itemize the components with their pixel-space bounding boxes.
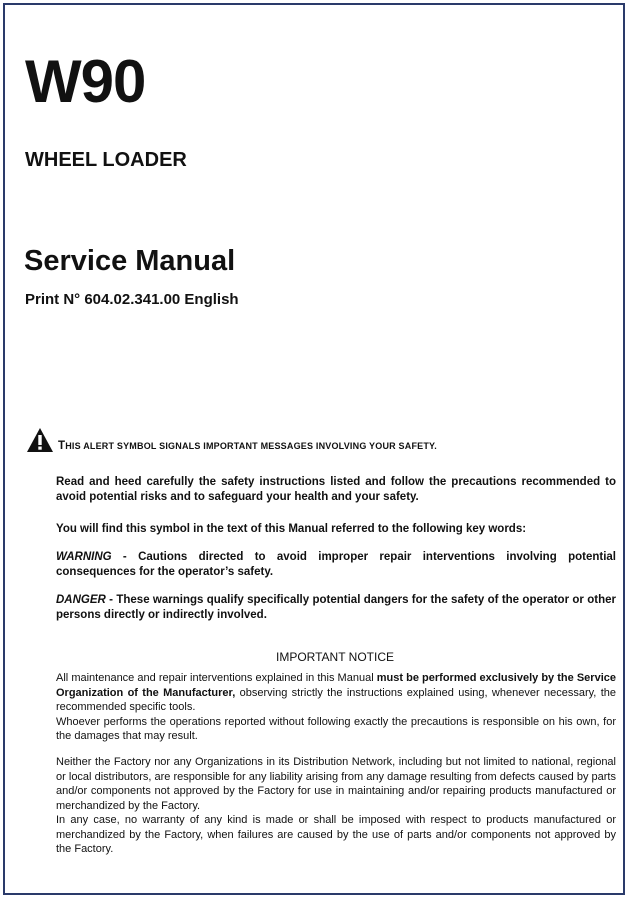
notice-paragraph-1: All maintenance and repair interventions explained in this Manual must be performed exclusively by the Service Organization of the Manufacturer, observing strictly the instructions explained using, whenever necessary, the recommended specific tools. Whoever performs the operations reported without following exactly the precautions is responsible on his own, for the damages that may result. bbox=[56, 672, 616, 742]
notice-title: IMPORTANT NOTICE bbox=[275, 650, 394, 664]
warning-definition: WARNING - Cautions directed to avoid improper repair interventions involving potential consequences for the operator’s safety. bbox=[56, 551, 616, 578]
danger-definition: DANGER - These warnings qualify specifically potential dangers for the safety of the operator or other persons directly or indirectly involved. bbox=[56, 594, 616, 621]
safety-intro: Read and heed carefully the safety instructions listed and follow the precautions recommended to avoid potential risks and to safeguard your health and your safety. bbox=[56, 476, 616, 503]
warning-label: WARNING bbox=[56, 551, 112, 563]
safety-alert-line bbox=[26, 427, 437, 453]
alert-message: THIS ALERT SYMBOL SIGNALS IMPORTANT MESSAGES INVOLVING YOUR SAFETY. bbox=[58, 440, 437, 452]
notice-paragraph-4: In any case, no warranty of any kind is made or shall be imposed with respect to products manufactured or merchandized by the Factory, when failures are caused by the use of parts and/or components not approved by the Factory. bbox=[56, 814, 616, 855]
warning-triangle-icon bbox=[26, 427, 54, 453]
machine-type: WHEEL LOADER bbox=[25, 149, 187, 171]
notice-paragraph-2: Whoever performs the operations reported without following exactly the precautions is responsible on his own, for the damages that may result. bbox=[56, 715, 616, 742]
symbol-note: You will find this symbol in the text of this Manual referred to the following key words: bbox=[56, 523, 527, 535]
danger-label: DANGER bbox=[56, 594, 106, 606]
manual-title: Service Manual bbox=[24, 245, 236, 277]
print-number: Print N° 604.02.341.00 English bbox=[25, 291, 239, 308]
notice-paragraph-3: Neither the Factory nor any Organizations in its Distribution Network, including but not limited to national, regional or local distributors, are responsible for any liability arising from any damage resulting from defects caused by parts and/or components not approved by the Factory for use in maintaining and/or repairing products manufactured or merchandized by the Factory. In any case, no warranty of any kind is made or shall be imposed with respect to products manufactured or merchandized by the Factory, when failures are caused by the use of parts and/or components not approved by the Factory. bbox=[56, 756, 616, 855]
model-title: W90 bbox=[25, 48, 146, 115]
